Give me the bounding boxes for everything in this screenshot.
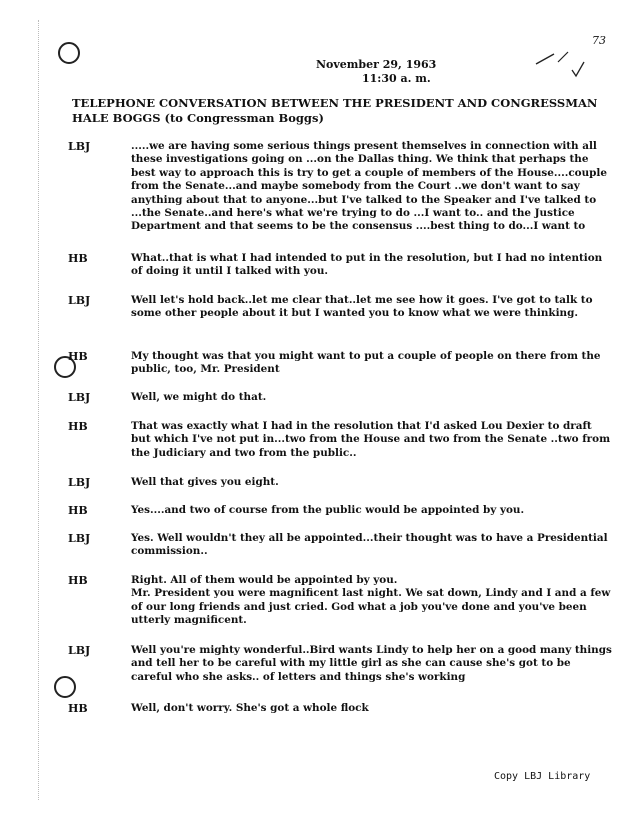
- speaker-label: HB: [68, 350, 88, 363]
- margin-line: [38, 20, 40, 800]
- speaker-label: HB: [68, 420, 88, 433]
- speech-text: What..that is what I had intended to put in the resolution, but I had no intention of doing it until I talked with you.: [131, 252, 603, 278]
- library-stamp: Copy LBJ Library: [494, 771, 591, 782]
- speech-text: Well, we might do that.: [131, 391, 267, 403]
- speaker-label: HB: [68, 504, 88, 517]
- speech-text: That was exactly what I had in the resolution that I'd asked Lou Dexier to draft but which I've not put in...two from the House and two from the Senate ..two from the Judiciary and two from the public..: [131, 420, 611, 459]
- speech-text: Right. All of them would be appointed by you. Mr. President you were magnificent last night. We sat down, Lindy and I and a few of our long friends and just cried. God what a job you've done and you've been utterly magnificent.: [131, 574, 611, 627]
- speech-text: Well that gives you eight.: [131, 476, 279, 488]
- speaker-label: LBJ: [68, 294, 91, 307]
- speech-text: My thought was that you might want to put a couple of people on there from the public, too, Mr. President: [131, 350, 601, 376]
- punch-hole-icon: [58, 42, 80, 64]
- document-title: TELEPHONE CONVERSATION BETWEEN THE PRESIDENT AND CONGRESSMAN HALE BOGGS (to Congressman Boggs): [72, 96, 598, 125]
- punch-hole-icon: [54, 676, 76, 698]
- page-number: 73: [592, 34, 606, 47]
- speaker-label: LBJ: [68, 532, 91, 545]
- speech-text: Yes. Well wouldn't they all be appointed...their thought was to have a Presidential commission..: [131, 532, 608, 558]
- speaker-label: HB: [68, 702, 88, 715]
- speech-text: Well, don't worry. She's got a whole flock: [131, 702, 369, 714]
- speaker-label: LBJ: [68, 644, 91, 657]
- speaker-label: LBJ: [68, 140, 91, 153]
- speaker-label: LBJ: [68, 476, 91, 489]
- document-date: November 29, 1963: [316, 58, 437, 71]
- speaker-label: HB: [68, 252, 88, 265]
- speech-text: Well let's hold back..let me clear that..let me see how it goes. I've got to talk to some other people about it but I wanted you to know what we were thinking.: [131, 294, 593, 320]
- speech-text: Yes....and two of course from the public would be appointed by you.: [131, 504, 525, 516]
- speech-text: Well you're mighty wonderful..Bird wants Lindy to help her on a good many things and tell her to be careful with my little girl as she can cause she's got to be careful who she asks.. of letters and things she's working: [131, 644, 612, 683]
- speaker-label: LBJ: [68, 391, 91, 404]
- speaker-label: HB: [68, 574, 88, 587]
- speech-text: .....we are having some serious things present themselves in connection with all these investigations going on ...on the Dallas thing. We think that perhaps the best way to approach this is try to get a couple of members of the House....couple from the Senate...and maybe somebody from the Court ..we don't want to say anything about that to anyone...but I've talked to the Speaker and I've talked to ...the Senate..and here's what we're trying to do ...I want to.. and the Justice Department and that seems to be the consensus ....best thing to do...I want to: [131, 140, 607, 233]
- document-time: 11:30 a. m.: [362, 72, 431, 85]
